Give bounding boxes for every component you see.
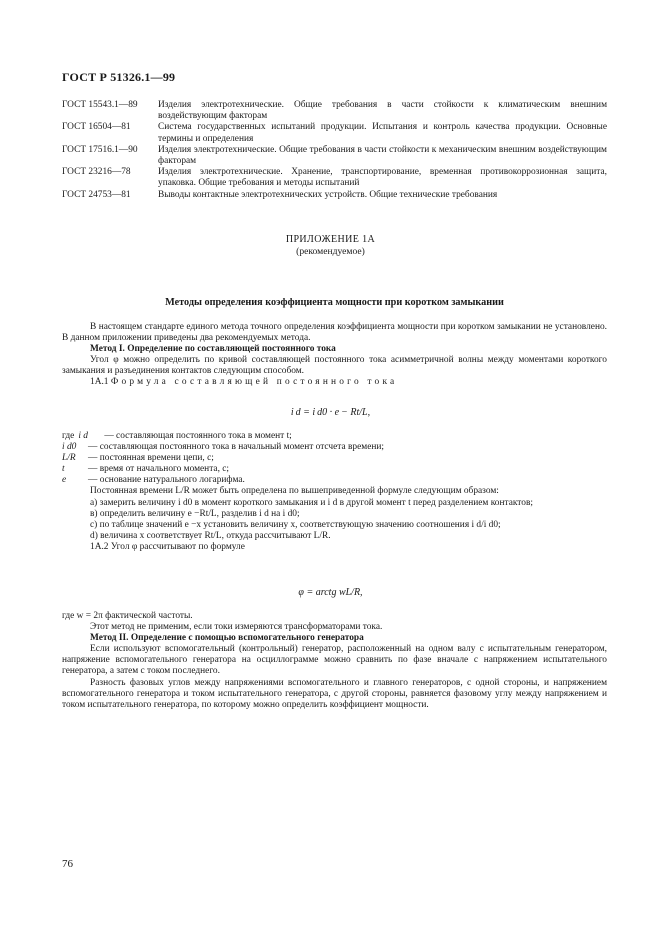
determination-text: Постоянная времени L/R может быть определена по вышеприведенной формуле следующим образом: <box>90 486 499 497</box>
intro-paragraph: В настоящем стандарте единого метода точного определения коэффициента мощности при коротком замыкании не установлено. В данном приложении приведены два рекомендуемых метода. <box>62 322 607 344</box>
method-1-title: Метод I. Определение по составляющей постоянного тока <box>90 344 336 355</box>
reference-code: ГОСТ 24753—81 <box>62 189 131 200</box>
legend-block <box>62 431 607 553</box>
legend-row <box>62 442 607 453</box>
legend-row <box>62 453 607 464</box>
legend-description: — основание натурального логарифма. <box>88 475 245 486</box>
method-1-note: Этот метод не применим, если токи измеряются трансформаторами тока. <box>90 622 383 633</box>
legend-description: — составляющая постоянного тока в момент t; <box>104 431 292 441</box>
legend-description: — постоянная времени цепи, с; <box>88 453 214 464</box>
reference-item <box>62 167 607 189</box>
reference-item <box>62 145 607 167</box>
step-d: d) величина x соответствует Rt/L, откуда рассчитывают L/R. <box>90 530 331 541</box>
document-code-header: ГОСТ Р 51326.1—99 <box>62 70 176 84</box>
legend-row <box>62 475 607 486</box>
method-block <box>62 611 607 711</box>
step-b: в) определить величину e −Rt/L, разделив i d на i d0; <box>90 508 300 519</box>
legend-symbol: e <box>62 475 67 486</box>
legend-row <box>62 464 607 475</box>
reference-list <box>62 100 607 201</box>
frequency-definition: где w = 2π фактической частоты. <box>62 611 193 621</box>
reference-title: Изделия электротехнические. Хранение, транспортирование, временная противокоррозионная защита, упаковка. Общие требования и методы испытаний <box>158 167 607 189</box>
appendix-title: ПРИЛОЖЕНИЕ 1А <box>285 234 376 245</box>
reference-code: ГОСТ 16504—81 <box>62 122 131 133</box>
legend-description: — составляющая постоянного тока в начальный момент отсчета времени; <box>88 442 385 453</box>
legend-row <box>62 431 607 442</box>
step-c: с) по таблице значений e −x установить величину x, соответствующую значению соотношения i d/i d0; <box>90 519 501 530</box>
method-1-text: Угол φ можно определить по кривой составляющей постоянного тока асимметричной волны между моментами короткого замыкания и разъединения контактов следующим способом. <box>62 355 607 377</box>
reference-title: Изделия электротехнические. Общие требования в части стойкости к климатическим внешним воздействующим факторам <box>158 100 607 122</box>
reference-item <box>62 122 607 144</box>
angle-formula: φ = arctg wL/R, <box>298 587 363 598</box>
legend-where: где <box>62 431 75 441</box>
method-2-paragraph-1: Если используют вспомогательный (контрольный) генератор, расположенный на одном валу с испытательным генератором, напряжение вспомогательного генератора на осциллограмме можно сравнить по фазе вначале с напряжением испытательного генератора, а затем с током последнего. <box>62 644 607 677</box>
dc-formula: i d = i d0 · e − Rt/L, <box>290 407 371 418</box>
reference-item <box>62 100 607 122</box>
appendix-subtitle: (рекомендуемое) <box>296 246 365 257</box>
clause-number: 1А.1 <box>90 377 109 388</box>
section-heading: Методы определения коэффициента мощности при коротком замыкании <box>165 297 504 308</box>
intro-block <box>62 322 607 389</box>
reference-item <box>62 190 607 201</box>
reference-title: Изделия электротехнические. Общие требования в части стойкости к механическим внешним воздействующим факторам <box>158 144 607 167</box>
reference-title: Система государственных испытаний продукции. Испытания и контроль качества продукции. Основные термины и определения <box>158 122 607 144</box>
reference-code: ГОСТ 15543.1—89 <box>62 100 138 110</box>
clause-1a2: 1А.2 Угол φ рассчитывают по формуле <box>90 541 245 552</box>
page-number: 76 <box>62 858 73 870</box>
reference-code: ГОСТ 17516.1—90 <box>62 144 138 155</box>
reference-code: ГОСТ 23216—78 <box>62 167 131 178</box>
reference-title: Выводы контактные электротехнических устройств. Общие технические требования <box>158 189 498 200</box>
legend-symbol: t <box>62 464 65 475</box>
legend-symbol: i d <box>78 431 88 441</box>
method-2-title: Метод II. Определение с помощью вспомогательного генератора <box>90 633 364 644</box>
method-2-paragraph-2: Разность фазовых углов между напряжениями вспомогательного и главного генераторов, с одной стороны, и напряжением вспомогательного генератора и током испытательного генератора, с другой стороны, равняется фазовому углу между напряжением и током испытательного генератора, по которому можно определить коэффициент мощности. <box>62 677 607 710</box>
step-a: а) замерить величину i d0 в момент короткого замыкания и i d в другой момент t перед разделением контактов; <box>90 497 533 508</box>
legend-symbol: L/R <box>62 453 76 464</box>
clause-1a1 <box>62 377 607 388</box>
clause-title: Формула составляющей постоянного тока <box>110 377 398 388</box>
legend-description: — время от начального момента, с; <box>88 464 230 475</box>
legend-symbol: i d0 <box>62 442 77 453</box>
